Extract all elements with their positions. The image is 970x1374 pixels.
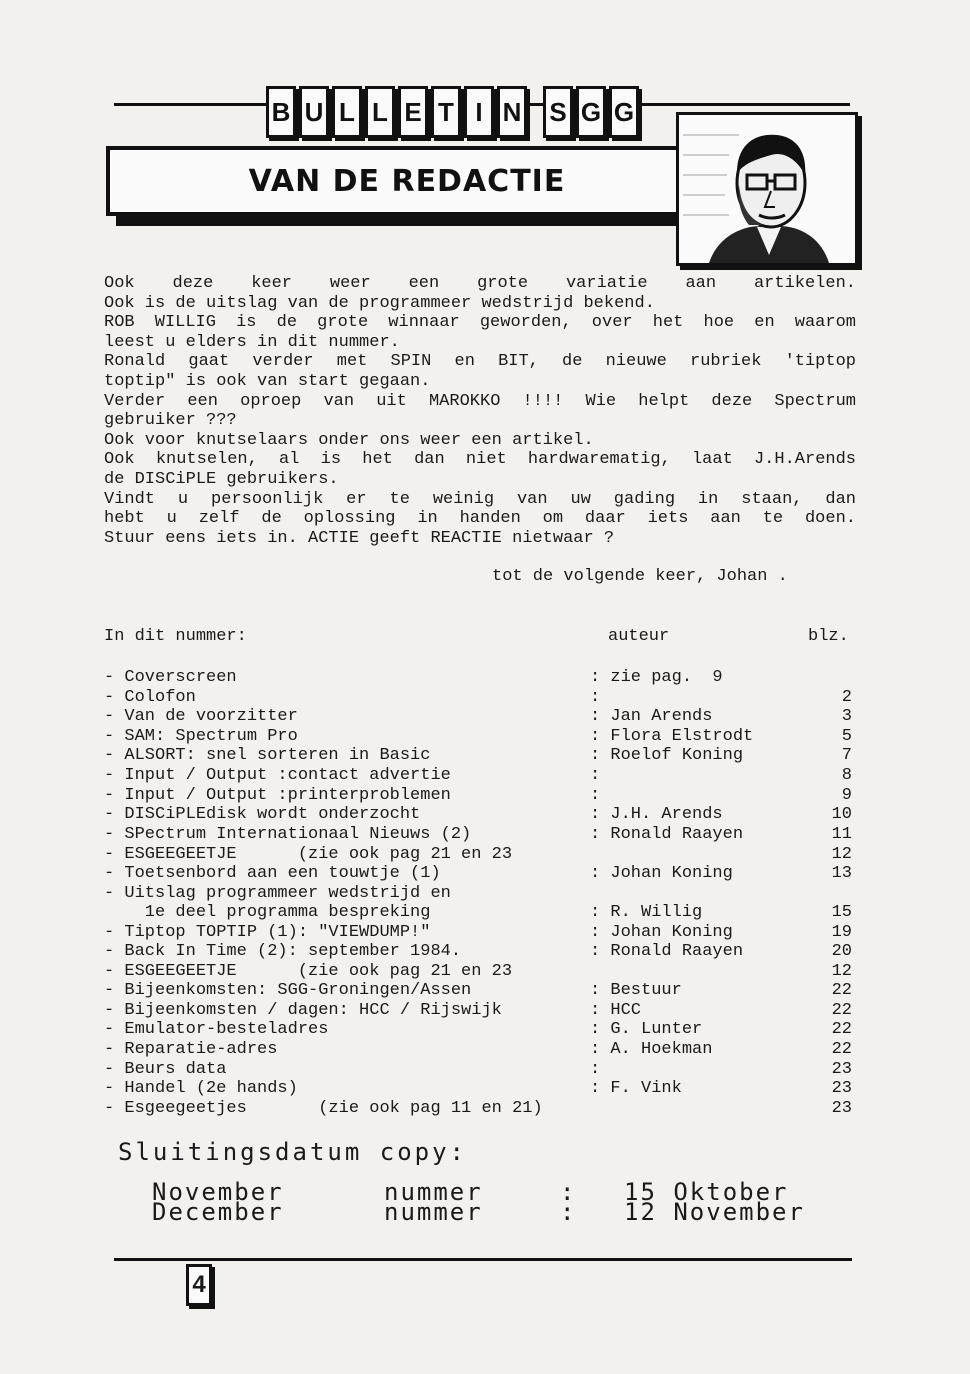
contents-author: : xyxy=(590,766,601,785)
contents-author: : HCC xyxy=(590,1001,642,1020)
deadline-label: nummer xyxy=(384,1198,483,1226)
contents-page: 12 xyxy=(831,962,852,981)
contents-title: - Bijeenkomsten: SGG-Groningen/Assen xyxy=(104,981,472,1000)
contents-author: : Ronald Raayen xyxy=(590,825,744,844)
contents-author: : Ronald Raayen xyxy=(590,942,744,961)
contents-title: - Esgeegeetjes (zie ook pag 11 en 21) xyxy=(104,1099,543,1118)
contents-author: : Flora Elstrodt xyxy=(590,727,754,746)
contents-row xyxy=(104,727,856,747)
contents-title: - Colofon xyxy=(104,688,196,707)
deadline-issue: December xyxy=(152,1198,284,1226)
contents-page: 15 xyxy=(831,903,852,922)
signoff: tot de volgende keer, Johan . xyxy=(492,567,788,586)
deadline-heading: Sluitingsdatum copy: xyxy=(118,1138,467,1166)
contents-title: - Beurs data xyxy=(104,1060,227,1079)
contents-row xyxy=(104,1040,856,1060)
contents-page: 20 xyxy=(831,942,852,961)
logo-letter: T xyxy=(431,86,461,138)
intro-line: Ook is de uitslag van de programmeer wedstrijd bekend. xyxy=(104,293,655,313)
contents-page-heading: blz. xyxy=(808,627,849,646)
logo-letter: S xyxy=(543,86,573,138)
intro-line: Verder een oproep van uit MAROKKO !!!! Wie helpt deze Spectrum xyxy=(104,391,856,411)
intro-text xyxy=(104,274,856,548)
contents-author: : J.H. Arends xyxy=(590,805,723,824)
contents-title: - Toetsenbord aan een touwtje (1) xyxy=(104,864,441,883)
contents-page: 11 xyxy=(831,825,852,844)
logo-letter: G xyxy=(576,86,606,138)
contents-title: - Handel (2e hands) xyxy=(104,1079,298,1098)
contents-page: 9 xyxy=(841,786,852,805)
contents-page: 2 xyxy=(841,688,852,707)
intro-line: toptip" is ook van start gegaan. xyxy=(104,371,431,391)
contents-author: : A. Hoekman xyxy=(590,1040,713,1059)
logo-letter: B xyxy=(266,86,296,138)
contents-row xyxy=(104,884,856,904)
bulletin-sgg-logo xyxy=(266,86,639,138)
contents-title: - SAM: Spectrum Pro xyxy=(104,727,298,746)
contents-title: - Uitslag programmeer wedstrijd en xyxy=(104,884,451,903)
intro-line: Ook voor knutselaars onder ons weer een artikel. xyxy=(104,430,594,450)
contents-author: : Johan Koning xyxy=(590,923,733,942)
contents-title: - SPectrum Internationaal Nieuws (2) xyxy=(104,825,472,844)
intro-line: Ronald gaat verder met SPIN en BIT, de nieuwe rubriek 'tiptop xyxy=(104,352,856,372)
deadline-label: nummer xyxy=(384,1178,483,1206)
contents-row xyxy=(104,962,856,982)
contents-row xyxy=(104,746,856,766)
intro-line: leest u elders in dit nummer. xyxy=(104,332,400,352)
contents-page: 22 xyxy=(831,981,852,1000)
editor-portrait xyxy=(676,112,858,266)
intro-line: gebruiker ??? xyxy=(104,411,237,431)
logo-letter: I xyxy=(464,86,494,138)
contents-title: - DISCiPLEdisk wordt onderzocht xyxy=(104,805,421,824)
contents-title: - Coverscreen xyxy=(104,668,237,687)
logo-letter: G xyxy=(609,86,639,138)
footer-rule xyxy=(114,1258,852,1261)
contents-page: 19 xyxy=(831,923,852,942)
deadline-date: 15 Oktober xyxy=(624,1178,789,1206)
contents-page: 22 xyxy=(831,1020,852,1039)
contents-row xyxy=(104,942,856,962)
intro-line: Vindt u persoonlijk er te weinig van uw gading in staan, dan xyxy=(104,489,856,509)
contents-row xyxy=(104,923,856,943)
logo-letter: N xyxy=(497,86,527,138)
contents-title: - Van de voorzitter xyxy=(104,707,298,726)
deadline-date: 12 November xyxy=(624,1198,805,1226)
section-title: VAN DE REDACTIE xyxy=(248,163,566,199)
contents-title: - Input / Output :contact advertie xyxy=(104,766,451,785)
contents-title: - Input / Output :printerproblemen xyxy=(104,786,451,805)
contents-title: 1e deel programma bespreking xyxy=(104,903,431,922)
contents-row xyxy=(104,786,856,806)
contents-page: 22 xyxy=(831,1040,852,1059)
deadline-separator: : xyxy=(560,1178,577,1206)
contents-author: : xyxy=(590,786,601,805)
contents-page: 12 xyxy=(831,845,852,864)
contents-title: - ESGEEGEETJE (zie ook pag 21 en 23 xyxy=(104,845,513,864)
logo-letter: L xyxy=(332,86,362,138)
contents-row xyxy=(104,1001,856,1021)
intro-line: Ook knutselen, al is het dan niet hardwarematig, laat J.H.Arends xyxy=(104,450,856,470)
logo-letter: U xyxy=(299,86,329,138)
contents-page: 23 xyxy=(831,1060,852,1079)
contents-author: : F. Vink xyxy=(590,1079,682,1098)
contents-page: 22 xyxy=(831,1001,852,1020)
contents-row xyxy=(104,668,856,688)
contents-row xyxy=(104,1099,856,1119)
contents-author: : R. Willig xyxy=(590,903,703,922)
contents-author: : Johan Koning xyxy=(590,864,733,883)
contents-title: - Tiptop TOPTIP (1): "VIEWDUMP!" xyxy=(104,923,431,942)
intro-line: ROB WILLIG is de grote winnaar geworden, over het hoe en waarom xyxy=(104,313,856,333)
contents-title: - ESGEEGEETJE (zie ook pag 21 en 23 xyxy=(104,962,513,981)
contents-row xyxy=(104,1060,856,1080)
contents-row xyxy=(104,766,856,786)
intro-line: Ook deze keer weer een grote variatie aan artikelen. xyxy=(104,274,856,293)
contents-page: 23 xyxy=(831,1099,852,1118)
contents-page: 5 xyxy=(841,727,852,746)
contents-page: 3 xyxy=(841,707,852,726)
contents-page: 10 xyxy=(831,805,852,824)
contents-author: : Jan Arends xyxy=(590,707,713,726)
contents-row xyxy=(104,981,856,1001)
contents-row xyxy=(104,1020,856,1040)
contents-heading: In dit nummer: xyxy=(104,627,247,646)
intro-line: de DISCiPLE gebruikers. xyxy=(104,469,339,489)
contents-title: - Reparatie-adres xyxy=(104,1040,278,1059)
contents-row xyxy=(104,864,856,884)
intro-line: hebt u zelf de oplossing in handen om daar iets aan te doen. xyxy=(104,509,856,529)
logo-letter: L xyxy=(365,86,395,138)
contents-row xyxy=(104,707,856,727)
contents-author: : zie pag. 9 xyxy=(590,668,723,687)
contents-page: 13 xyxy=(831,864,852,883)
contents-row xyxy=(104,845,856,865)
contents-row xyxy=(104,688,856,708)
contents-author: : xyxy=(590,688,601,707)
page-number: 4 xyxy=(186,1264,212,1306)
contents-page: 8 xyxy=(841,766,852,785)
logo-letter: E xyxy=(398,86,428,138)
contents-author-heading: auteur xyxy=(608,627,670,646)
deadline-row xyxy=(152,1198,892,1226)
contents-author: : xyxy=(590,1060,601,1079)
contents-page: 7 xyxy=(841,746,852,765)
contents-author: : Bestuur xyxy=(590,981,682,1000)
contents-title: - Emulator-besteladres xyxy=(104,1020,329,1039)
contents-row xyxy=(104,805,856,825)
section-title-box xyxy=(106,146,708,216)
contents-title: - ALSORT: snel sorteren in Basic xyxy=(104,746,431,765)
contents-row xyxy=(104,1079,856,1099)
intro-line: Stuur eens iets in. ACTIE geeft REACTIE nietwaar ? xyxy=(104,528,615,548)
contents-row xyxy=(104,825,856,845)
deadline-separator: : xyxy=(560,1198,577,1226)
contents-author: : G. Lunter xyxy=(590,1020,703,1039)
contents-page: 23 xyxy=(831,1079,852,1098)
contents-row xyxy=(104,903,856,923)
deadline-issue: November xyxy=(152,1178,284,1206)
contents-title: - Bijeenkomsten / dagen: HCC / Rijswijk xyxy=(104,1001,502,1020)
editor-portrait-icon xyxy=(679,115,855,263)
contents-title: - Back In Time (2): september 1984. xyxy=(104,942,462,961)
contents-author: : Roelof Koning xyxy=(590,746,744,765)
